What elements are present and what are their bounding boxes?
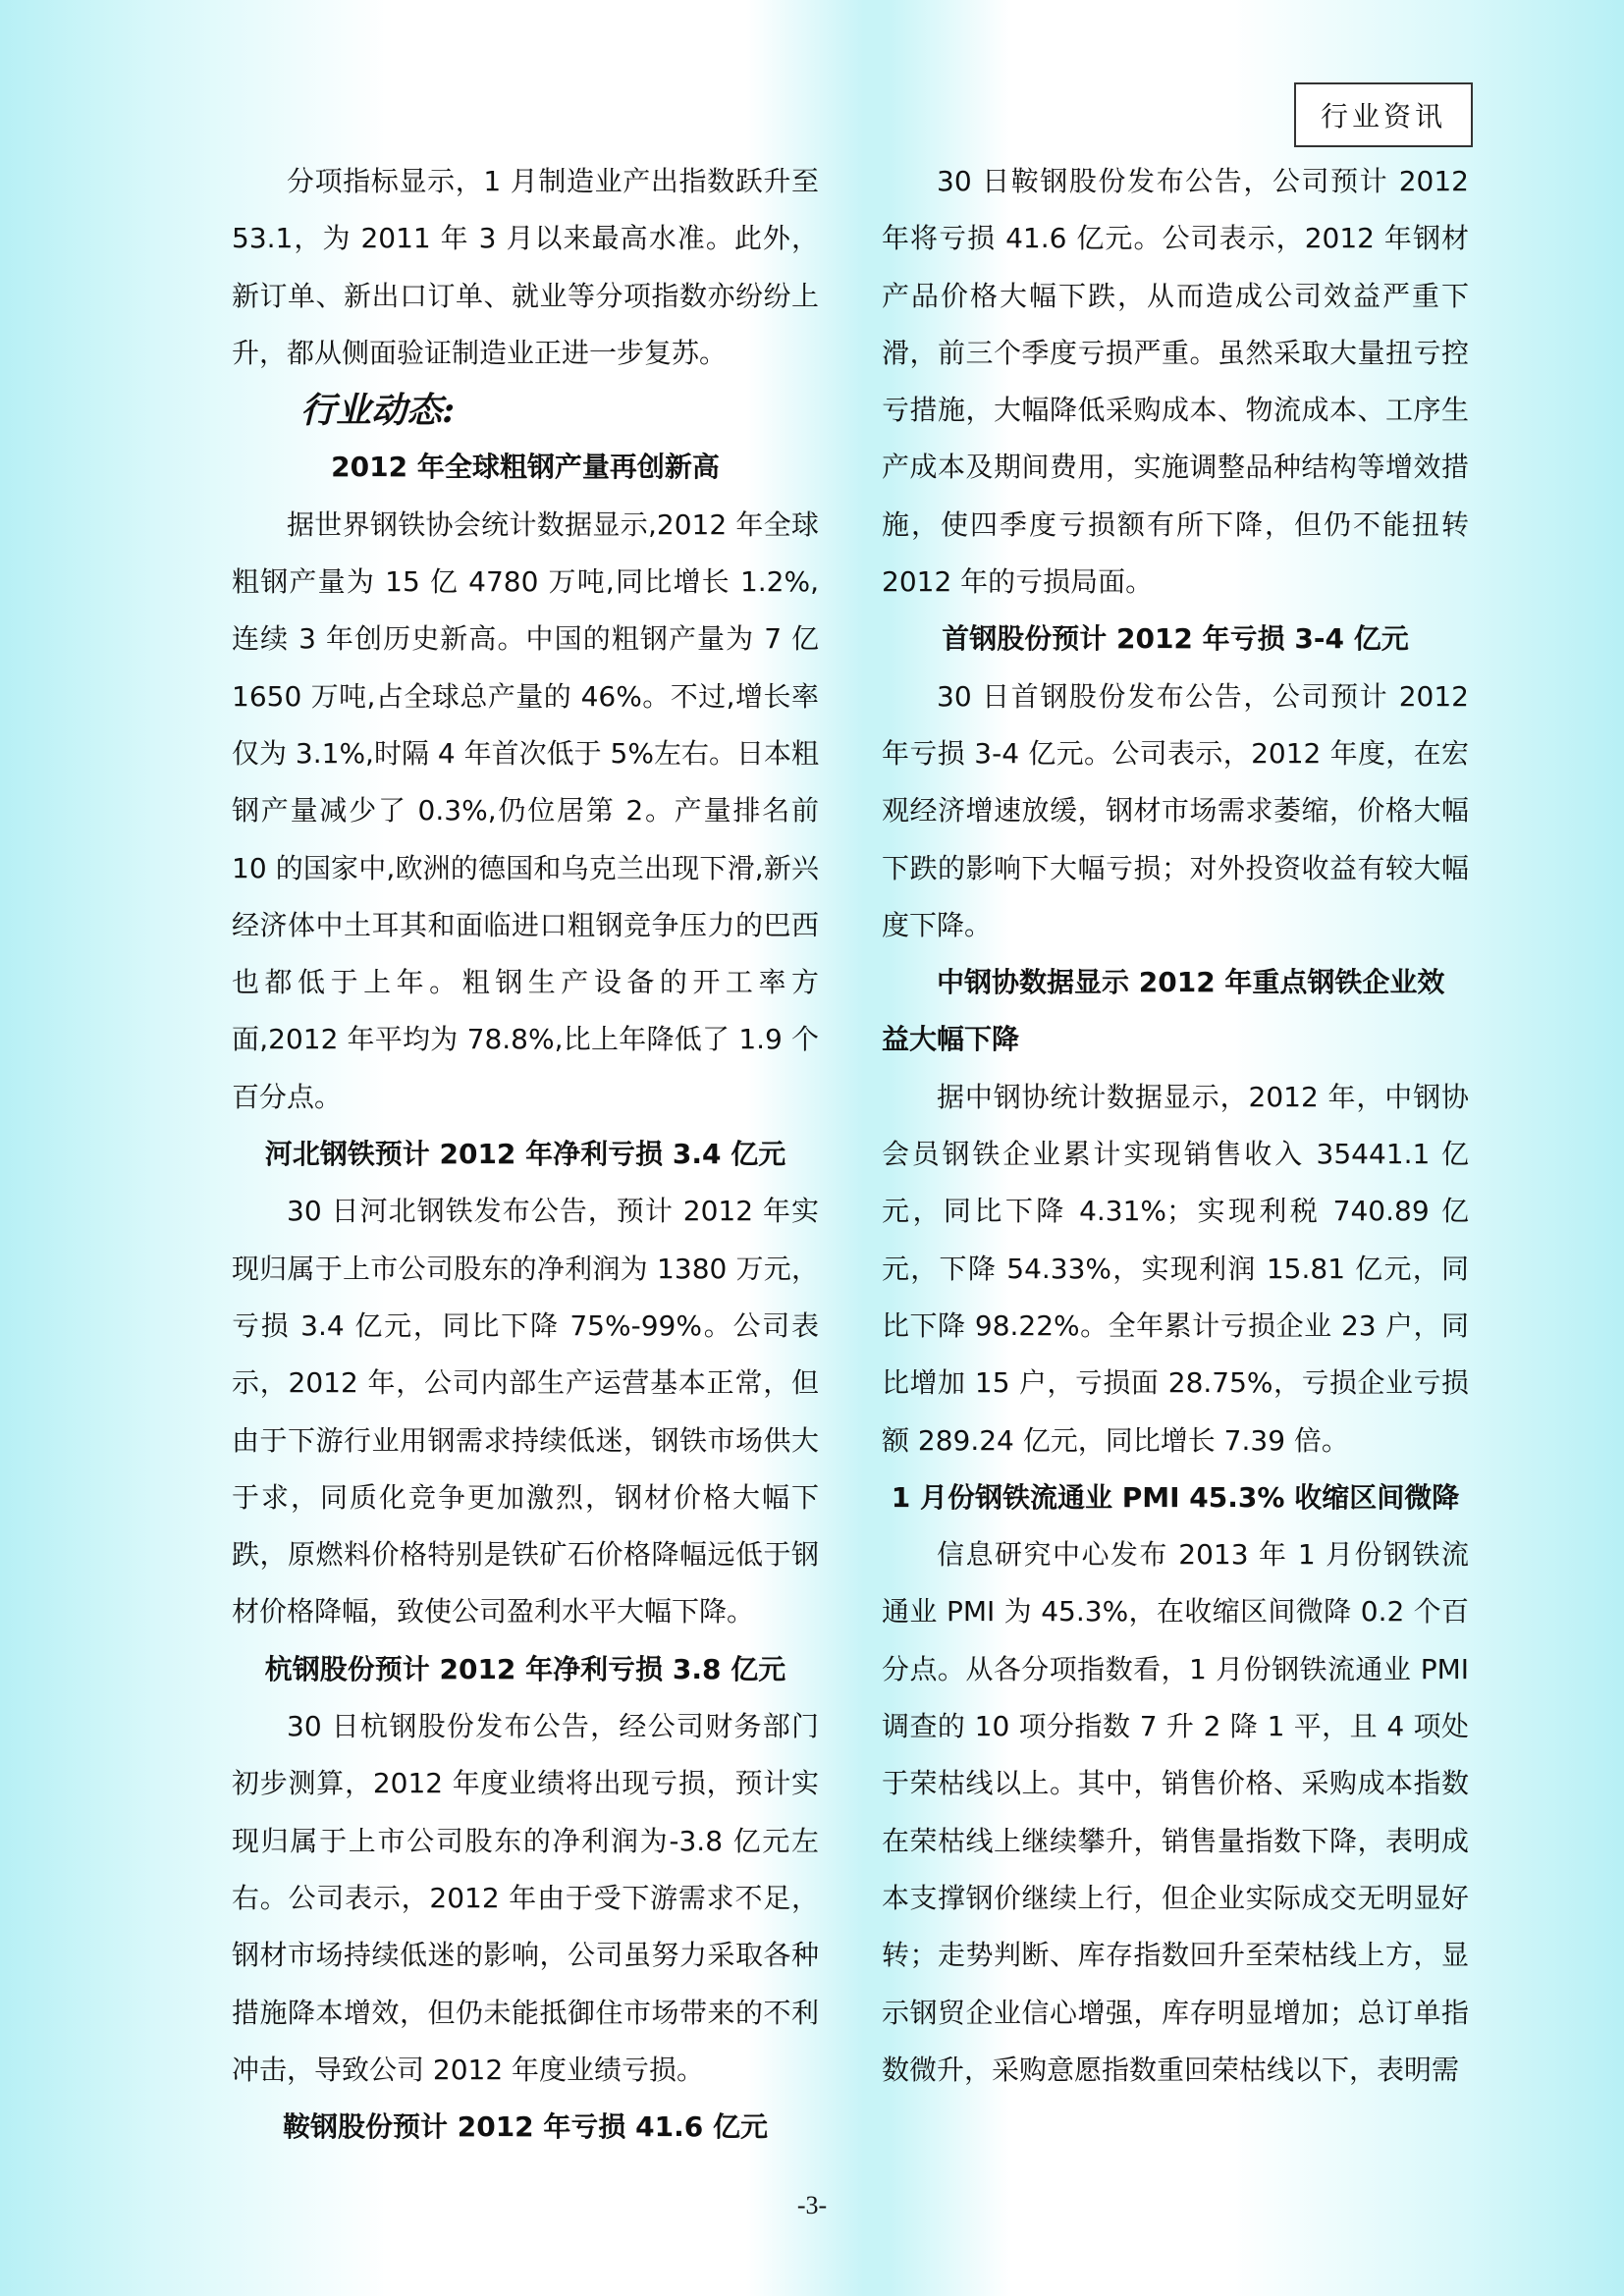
paragraph-hebei-steel: 30 日河北钢铁发布公告，预计 2012 年实现归属于上市公司股东的净利润为 1380 万元，亏损 3.4 亿元，同比下降 75%-99%。公司表示，2012 年，公司内部生产运营基本正常，但由于下游行业用钢需求持续低迷，钢铁市场供大于求，同质化竞争更加激烈，钢材价格大幅下跌，原燃料价格特别是铁矿石价格降幅远低于钢材价格降幅，致使公司盈利水平大幅下降。 bbox=[232, 1195, 819, 1629]
headline-hangzhou-steel: 杭钢股份预计 2012 年净利亏损 3.8 亿元 bbox=[264, 1652, 786, 1685]
section-title: 行业动态: bbox=[300, 390, 456, 432]
page-number: -3- bbox=[796, 2191, 828, 2219]
paragraph-global-crude-steel: 据世界钢铁协会统计数据显示,2012 年全球粗钢产量为 15 亿 4780 万吨,同比增长 1.2%,连续 3 年创历史新高。中国的粗钢产量为 7 亿 1650 万吨,占全球总产量的 46%。不过,增长率仅为 3.1%,时隔 4 年首次低于 5%左右。日本粗钢产量减少了 0.3%,仍位居第 2。产量排名前 10 的国家中,欧洲的德国和乌克兰出现下滑,新兴经济体中土耳其和面临进口粗钢竞争压力的巴西也都低于上年。粗钢生产设备的开工率方面,2012 年平均为 78.8%,比上年降低了 1.9 个百分点。 bbox=[232, 507, 819, 1113]
headline-cisa-data: 中钢协数据显示 2012 年重点钢铁企业效益大幅下降 bbox=[882, 966, 1445, 1056]
paragraph-steel-pmi: 信息研究中心发布 2013 年 1 月份钢铁流通业 PMI 为 45.3%，在收缩区间微降 0.2 个百分点。从各分项指数看，1 月份钢铁流通业 PMI 调查的 10 项分指数 7 升 2 降 1 平，且 4 项处于荣枯线以上。其中，销售价格、采购成本指数在荣枯线上继续攀升，销售量指数下降，表明成本支撑钢价继续上行，但企业实际成交无明显好转；走势判断、库存指数回升至荣枯线上方，显示钢贸企业信心增强，库存明显增加；总订单指数微升，采购意愿指数重回荣枯线以下，表明需 bbox=[882, 1538, 1469, 2086]
paragraph-cisa-data: 据中钢协统计数据显示，2012 年，中钢协会员钢铁企业累计实现销售收入 35441.1 亿元，同比下降 4.31%；实现利税 740.89 亿元，下降 54.33%，实现利润 15.81 亿元，同比下降 98.22%。全年累计亏损企业 23 户，同比增加 15 户，亏损面 28.75%，亏损企业亏损额 289.24 亿元，同比增长 7.39 倍。 bbox=[882, 1080, 1469, 1457]
headline-angang-steel: 鞍钢股份预计 2012 年亏损 41.6 亿元 bbox=[282, 2110, 768, 2144]
left-column bbox=[232, 153, 819, 2156]
paragraph-hangzhou-steel: 30 日杭钢股份发布公告，经公司财务部门初步测算，2012 年度业绩将出现亏损，预计实现归属于上市公司股东的净利润为-3.8 亿元左右。公司表示，2012 年由于受下游需求不足，钢材市场持续低迷的影响，公司虽努力采取各种措施降本增效，但仍未能抵御住市场带来的不利冲击，导致公司 2012 年度业绩亏损。 bbox=[232, 1710, 819, 2086]
section-tag: 行业资讯 bbox=[1294, 82, 1473, 147]
headline-global-crude-steel: 2012 年全球粗钢产量再创新高 bbox=[331, 451, 720, 484]
right-column bbox=[882, 153, 1469, 2099]
headline-steel-pmi: 1 月份钢铁流通业 PMI 45.3% 收缩区间微降 bbox=[891, 1480, 1460, 1514]
headline-hebei-steel: 河北钢铁预计 2012 年净利亏损 3.4 亿元 bbox=[264, 1138, 786, 1171]
headline-shougang-steel: 首钢股份预计 2012 年亏损 3-4 亿元 bbox=[942, 622, 1409, 656]
paragraph-manufacturing-index: 分项指标显示，1 月制造业产出指数跃升至 53.1，为 2011 年 3 月以来最高水准。此外，新订单、新出口订单、就业等分项指数亦纷纷上升，都从侧面验证制造业正进一步复苏。 bbox=[232, 165, 819, 369]
paragraph-angang-steel: 30 日鞍钢股份发布公告，公司预计 2012 年将亏损 41.6 亿元。公司表示，2012 年钢材产品价格大幅下跌，从而造成公司效益严重下滑，前三个季度亏损严重。虽然采取大量扭亏控亏措施，大幅降低采购成本、物流成本、工序生产成本及期间费用，实施调整品种结构等增效措施，使四季度亏损额有所下降，但仍不能扭转 2012 年的亏损局面。 bbox=[882, 165, 1469, 599]
paragraph-shougang-steel: 30 日首钢股份发布公告，公司预计 2012 年亏损 3-4 亿元。公司表示，2012 年度，在宏观经济增速放缓，钢材市场需求萎缩，价格大幅下跌的影响下大幅亏损；对外投资收益有较大幅度下降。 bbox=[882, 679, 1469, 941]
